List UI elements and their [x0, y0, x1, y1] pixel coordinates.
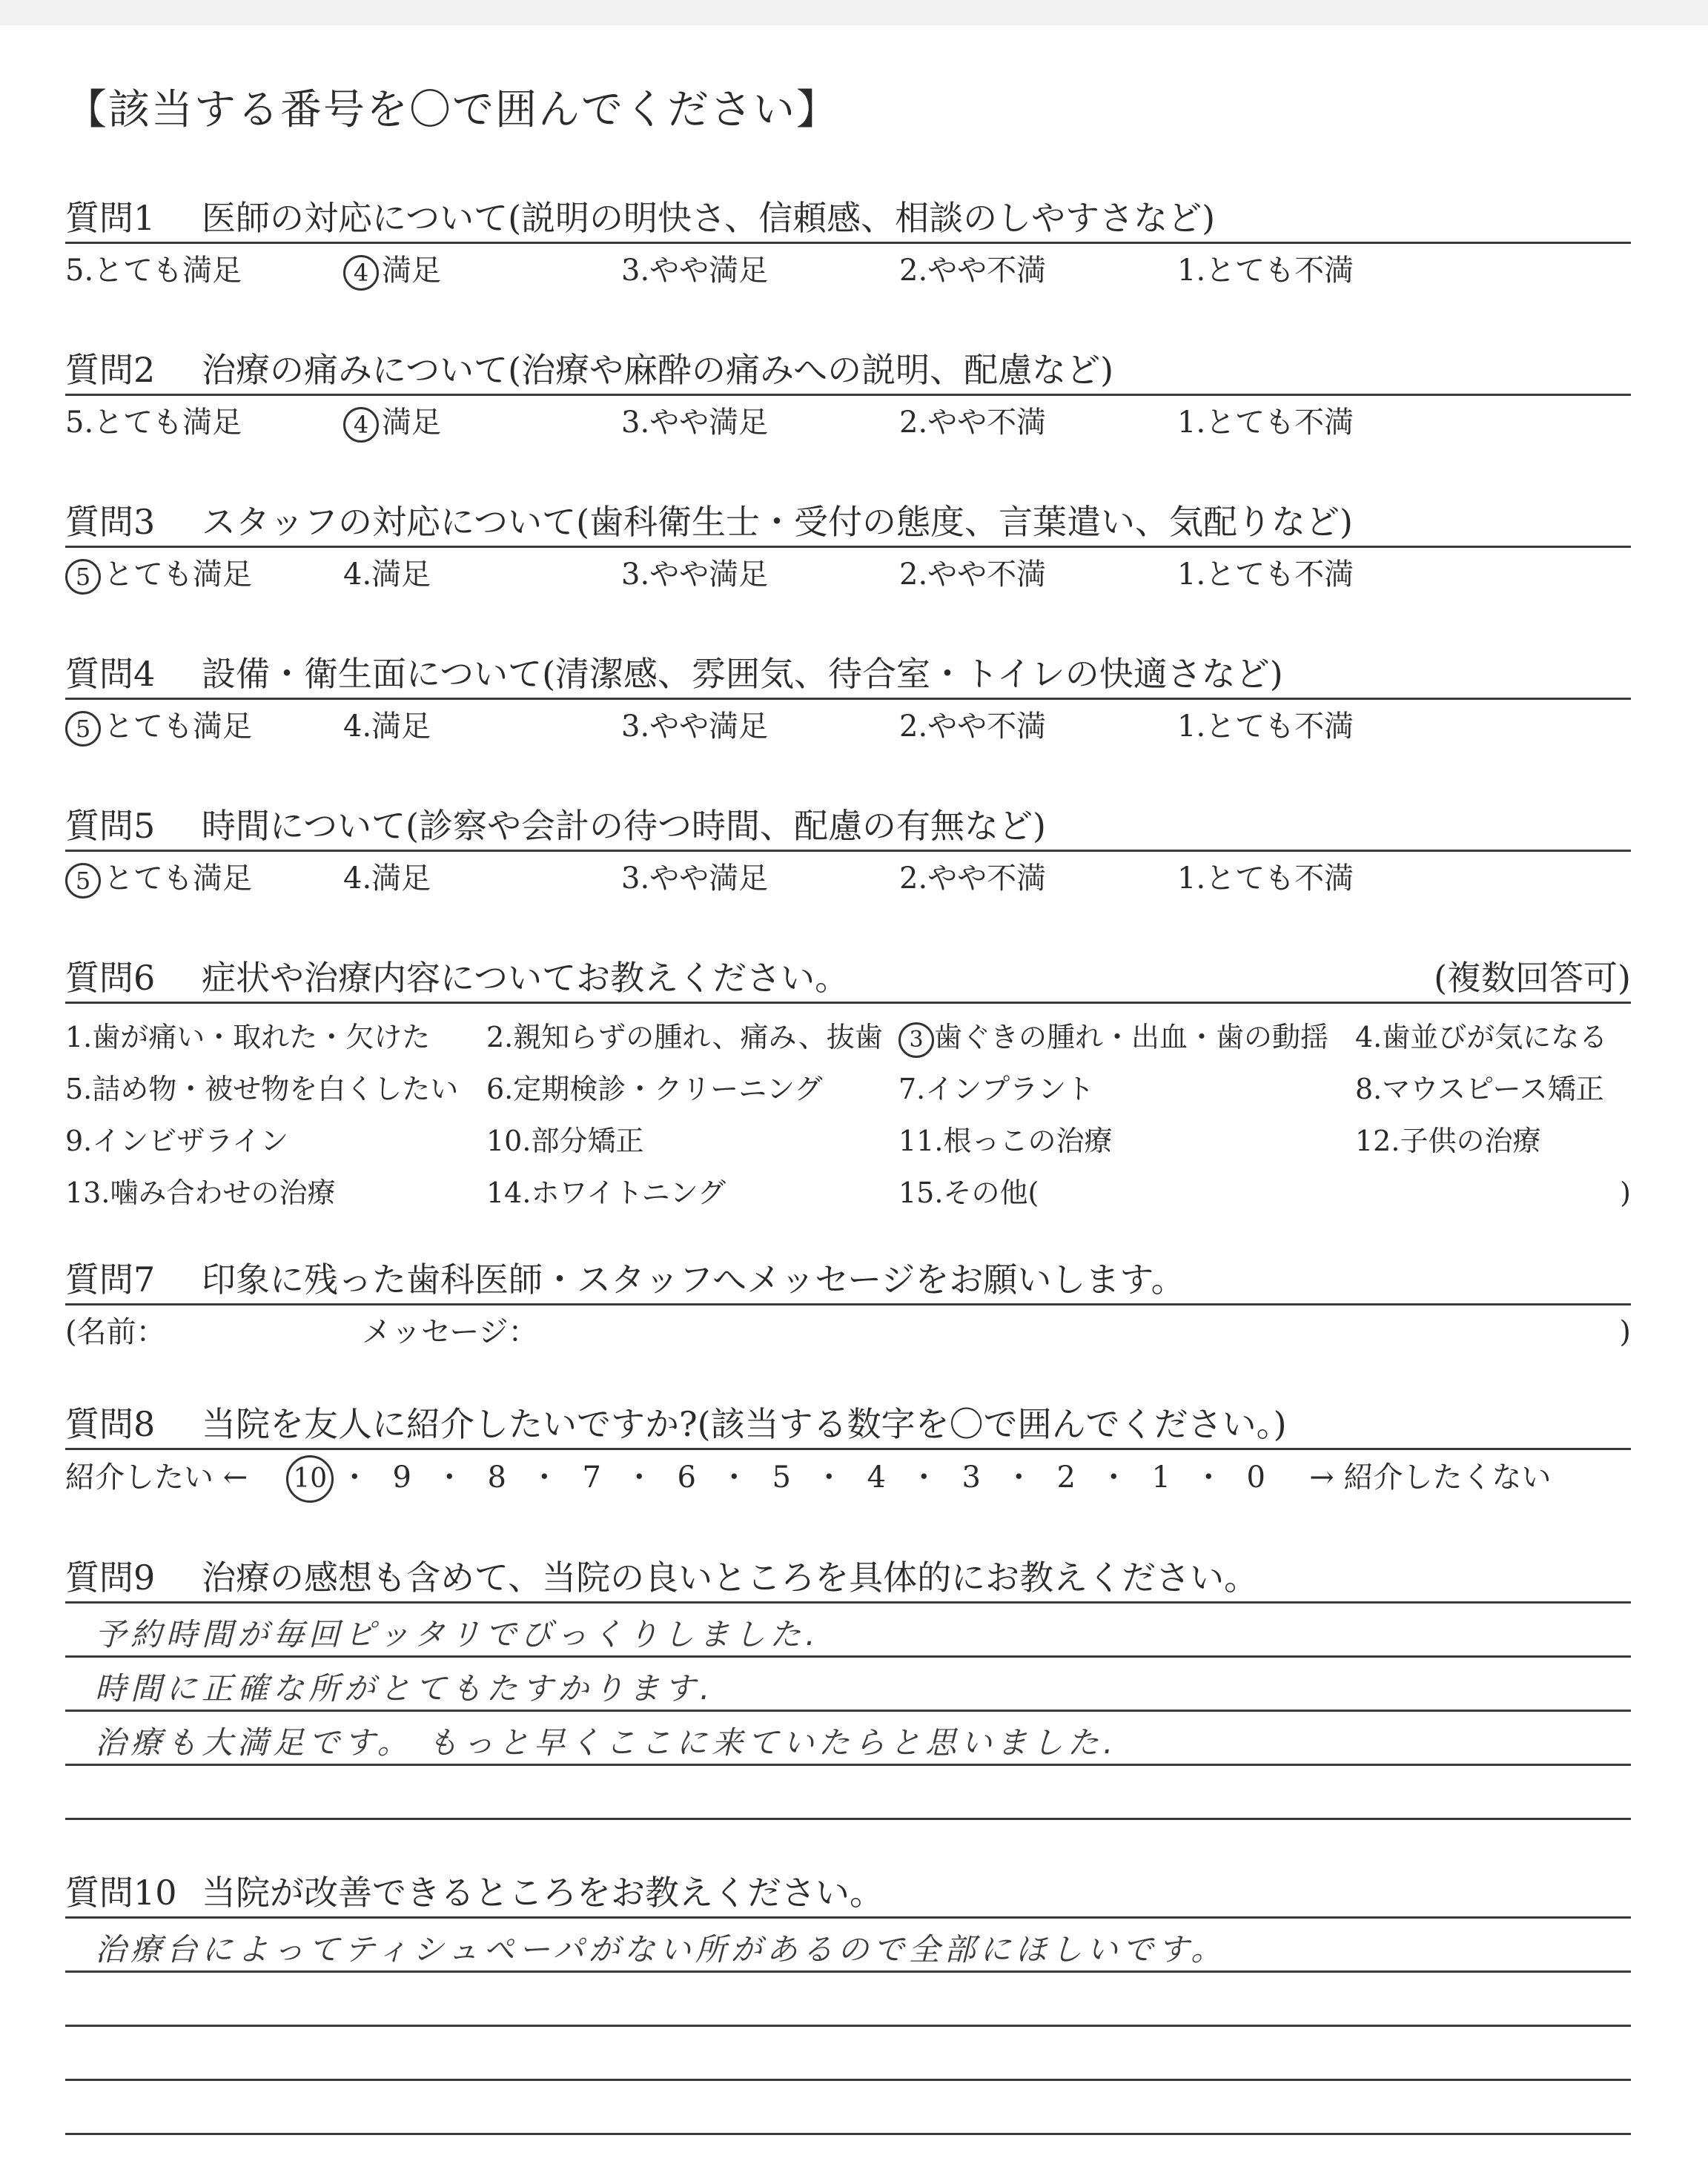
option-number: 1. — [65, 1021, 93, 1053]
symptom-option-7[interactable] — [898, 1063, 1355, 1115]
question-label: 質問3 — [65, 502, 156, 542]
rating-option-1[interactable] — [1177, 396, 1455, 449]
q10-answer-lines[interactable] — [65, 1919, 1631, 2135]
option-number: 8. — [1355, 1073, 1383, 1105]
question-6-title — [65, 954, 1631, 1004]
option-label: 根っこの治療 — [943, 1125, 1113, 1157]
scale-value-1[interactable] — [1140, 1450, 1182, 1505]
option-label: 歯ぐきの腫れ・出血・歯の動揺 — [934, 1021, 1329, 1053]
question-label: 質問10 — [65, 1873, 177, 1913]
rating-option-5[interactable] — [65, 244, 343, 297]
scale-number: 10 — [286, 1455, 334, 1503]
scale-number: 2 — [1056, 1460, 1076, 1495]
scale-number: 7 — [582, 1460, 601, 1495]
symptom-options — [65, 1011, 1631, 1219]
symptom-option-10[interactable] — [486, 1115, 898, 1167]
symptom-option-14[interactable] — [486, 1167, 898, 1219]
answer-line[interactable]: 時間に正確な所がとてもたすかります. — [65, 1658, 1631, 1712]
option-number: 3. — [621, 254, 650, 288]
scale-number: 8 — [487, 1460, 506, 1495]
scale-value-5[interactable] — [761, 1450, 802, 1505]
page-heading: 【該当する番号を〇で囲んでください】 — [65, 86, 839, 134]
survey-page — [65, 74, 1631, 2184]
option-number: 13. — [65, 1177, 110, 1209]
symptom-option-12[interactable] — [1355, 1115, 1631, 1167]
option-label: 定期検診・クリーニング — [513, 1073, 823, 1105]
rating-options — [65, 244, 1631, 297]
option-number: 5. — [65, 254, 94, 288]
option-label: やや満足 — [649, 861, 769, 896]
rating-option-3[interactable] — [621, 548, 899, 601]
option-number: 14. — [486, 1177, 532, 1209]
option-number: 2. — [899, 861, 928, 896]
option-label: インビザライン — [92, 1125, 289, 1157]
scale-value-4[interactable] — [855, 1450, 897, 1505]
question-text: 当院が改善できるところをお教えください。 — [202, 1873, 884, 1913]
answer-line[interactable] — [65, 1973, 1631, 2027]
option-label: とても満足 — [93, 406, 242, 440]
scale-separator: ・ — [340, 1460, 370, 1495]
recommend-right-label: → 紹介したくない — [1309, 1460, 1552, 1495]
option-number: 4. — [343, 861, 372, 896]
option-number: 2. — [486, 1021, 514, 1053]
option-label: やや不満 — [927, 406, 1047, 440]
symptom-option-11[interactable] — [898, 1115, 1355, 1167]
scale-separator: ・ — [909, 1460, 939, 1495]
symptom-option-6[interactable] — [486, 1063, 898, 1115]
option-number: 2. — [899, 254, 928, 288]
rating-option-2[interactable] — [899, 700, 1177, 753]
question-label: 質問6 — [65, 958, 156, 998]
question-text: 印象に残った歯科医師・スタッフへメッセージをお願いします。 — [202, 1260, 1185, 1300]
option-label: とても満足 — [104, 709, 252, 744]
option-label: 満足 — [371, 557, 431, 592]
option-number: 1. — [1177, 557, 1206, 592]
option-label: 歯が痛い・取れた・欠けた — [92, 1021, 431, 1053]
name-label: (名前： — [65, 1315, 166, 1349]
option-number: 9. — [65, 1125, 93, 1157]
question-8-title — [65, 1400, 1631, 1450]
option-label: とても不満 — [1205, 254, 1354, 288]
option-number: 3. — [621, 861, 650, 896]
question-6 — [65, 954, 1631, 1219]
scale-value-10[interactable] — [286, 1450, 328, 1505]
question-5 — [65, 802, 1631, 905]
question-2 — [65, 346, 1631, 449]
scale-number: 6 — [677, 1460, 696, 1495]
option-label: やや満足 — [649, 709, 769, 744]
rating-option-5[interactable] — [65, 548, 343, 601]
option-label: その他( — [943, 1177, 1039, 1209]
option-label: とても満足 — [93, 254, 242, 288]
option-label: やや不満 — [927, 557, 1047, 592]
scan-top-band — [0, 0, 1708, 25]
option-label: とても不満 — [1205, 861, 1354, 896]
question-7 — [65, 1256, 1631, 1356]
question-label: 質問9 — [65, 1558, 156, 1598]
option-number: 4 — [343, 255, 379, 291]
scale-separator: ・ — [814, 1460, 844, 1495]
satisfaction-questions — [65, 194, 1631, 905]
option-number: 4. — [1355, 1021, 1383, 1053]
scale-separator: ・ — [1004, 1460, 1034, 1495]
option-number: 11. — [898, 1125, 944, 1157]
rating-option-4[interactable] — [343, 700, 621, 753]
scale-separator: ・ — [529, 1460, 560, 1495]
rating-option-5[interactable] — [65, 700, 343, 753]
scale-separator: ・ — [1194, 1460, 1224, 1495]
rating-options — [65, 548, 1631, 601]
scale-number: 1 — [1151, 1460, 1171, 1495]
option-number: 2. — [899, 406, 928, 440]
question-4 — [65, 650, 1631, 753]
option-number: 1. — [1177, 406, 1206, 440]
rating-option-4[interactable] — [343, 396, 621, 449]
option-label: 満足 — [382, 254, 441, 288]
answer-line[interactable]: 治療台によってティシュペーパがない所があるので全部にほしいです。 — [65, 1919, 1631, 1973]
symptom-option-9[interactable] — [65, 1115, 486, 1167]
question-text: 症状や治療内容についてお教えください。 — [202, 958, 850, 998]
question-9 — [65, 1554, 1631, 1820]
scale-number: 4 — [867, 1460, 886, 1495]
option-label: やや満足 — [649, 406, 769, 440]
option-label: やや満足 — [649, 557, 769, 592]
option-number: 4. — [343, 557, 372, 592]
rating-option-5[interactable] — [65, 396, 343, 449]
scale-value-2[interactable] — [1045, 1450, 1087, 1505]
question-2-title — [65, 346, 1631, 396]
scale-separator: ・ — [719, 1460, 749, 1495]
symptom-option-1[interactable] — [65, 1011, 486, 1063]
scale-value-3[interactable] — [950, 1450, 992, 1505]
symptom-option-3[interactable] — [898, 1011, 1355, 1063]
rating-options — [65, 852, 1631, 905]
multiple-answers-note: (複数回答可) — [1434, 958, 1631, 998]
rating-option-1[interactable] — [1177, 548, 1455, 601]
rating-option-3[interactable] — [621, 396, 899, 449]
question-label: 質問4 — [65, 654, 156, 694]
option-label: ホワイトニング — [531, 1177, 726, 1209]
option-label: やや不満 — [927, 861, 1047, 896]
question-label: 質問2 — [65, 350, 156, 390]
question-text: 設備・衛生面について(清潔感、雰囲気、待合室・トイレの快適さなど) — [202, 654, 1283, 694]
question-label: 質問1 — [65, 198, 156, 238]
other-close-paren: ) — [1620, 1177, 1631, 1209]
scale-value-9[interactable] — [381, 1450, 423, 1505]
option-number: 2. — [899, 557, 928, 592]
rating-option-3[interactable] — [621, 244, 899, 297]
symptom-option-4[interactable] — [1355, 1011, 1631, 1063]
question-text: 時間について(診察や会計の待つ時間、配慮の有無など) — [202, 806, 1046, 846]
rating-option-3[interactable] — [621, 700, 899, 753]
question-7-title — [65, 1256, 1631, 1306]
recommend-left-label: 紹介したい ← — [65, 1460, 248, 1495]
option-label: とても満足 — [104, 861, 252, 896]
option-number: 5 — [65, 863, 101, 899]
question-1 — [65, 194, 1631, 297]
answer-line[interactable] — [65, 2081, 1631, 2135]
option-number: 4 — [343, 407, 379, 443]
scale-value-7[interactable] — [571, 1450, 612, 1505]
rating-option-2[interactable] — [899, 548, 1177, 601]
q9-answer-lines[interactable] — [65, 1604, 1631, 1820]
option-number: 5. — [65, 406, 94, 440]
option-number: 2. — [899, 709, 928, 744]
option-label: 満足 — [371, 861, 431, 896]
scale-number: 9 — [392, 1460, 411, 1495]
question-9-title — [65, 1554, 1631, 1604]
option-number: 15. — [898, 1177, 944, 1209]
question-text: スタッフの対応について(歯科衛生士・受付の態度、言葉遣い、気配りなど) — [202, 502, 1353, 542]
option-label: 歯並びが気になる — [1382, 1021, 1608, 1053]
question-text: 治療の痛みについて(治療や麻酔の痛みへの説明、配慮など) — [202, 350, 1114, 390]
scale-separator: ・ — [1099, 1460, 1129, 1495]
scale-value-0[interactable] — [1235, 1450, 1277, 1505]
rating-option-4[interactable] — [343, 244, 621, 297]
scale-value-6[interactable] — [666, 1450, 707, 1505]
option-number: 3. — [621, 557, 650, 592]
option-number: 10. — [486, 1125, 532, 1157]
rating-options — [65, 700, 1631, 753]
symptom-option-5[interactable] — [65, 1063, 486, 1115]
option-number: 5. — [65, 1073, 93, 1105]
option-label: 子供の治療 — [1400, 1125, 1541, 1157]
option-label: とても不満 — [1205, 709, 1354, 744]
answer-line[interactable] — [65, 1766, 1631, 1820]
option-number: 5 — [65, 711, 101, 747]
option-label: やや不満 — [927, 709, 1047, 744]
scale-number: 0 — [1246, 1460, 1265, 1495]
rating-option-2[interactable] — [899, 396, 1177, 449]
option-label: マウスピース矯正 — [1382, 1073, 1604, 1105]
question-8 — [65, 1400, 1631, 1505]
question-10 — [65, 1869, 1631, 2135]
option-number: 6. — [486, 1073, 514, 1105]
option-number: 1. — [1177, 861, 1206, 896]
option-label: とても満足 — [104, 557, 252, 592]
question-1-title — [65, 194, 1631, 244]
rating-option-2[interactable] — [899, 852, 1177, 905]
question-10-title — [65, 1869, 1631, 1919]
rating-option-1[interactable] — [1177, 244, 1455, 297]
option-number: 3 — [898, 1022, 934, 1058]
symptom-option-15[interactable] — [898, 1167, 1355, 1219]
option-number: 1. — [1177, 709, 1206, 744]
scale-number: 5 — [772, 1460, 791, 1495]
option-number: 3. — [621, 709, 650, 744]
message-label: メッセージ： — [362, 1315, 538, 1349]
option-number: 4. — [343, 709, 372, 744]
option-number: 12. — [1355, 1125, 1400, 1157]
option-label: やや不満 — [927, 254, 1047, 288]
rating-option-2[interactable] — [899, 244, 1177, 297]
answer-line[interactable] — [65, 2027, 1631, 2081]
option-label: とても不満 — [1205, 557, 1354, 592]
option-number: 7. — [898, 1073, 926, 1105]
rating-options — [65, 396, 1631, 449]
rating-option-1[interactable] — [1177, 852, 1455, 905]
scale-number: 3 — [961, 1460, 981, 1495]
question-4-title — [65, 650, 1631, 700]
option-number: 5 — [65, 559, 101, 595]
question-label: 質問8 — [65, 1404, 156, 1444]
scale-separator: ・ — [624, 1460, 655, 1495]
answer-line[interactable]: 治療も大満足です。 もっと早くここに来ていたらと思いました. — [65, 1712, 1631, 1766]
scale-separator: ・ — [434, 1460, 465, 1495]
rating-option-4[interactable] — [343, 548, 621, 601]
question-5-title — [65, 802, 1631, 852]
option-label: 満足 — [371, 709, 431, 744]
option-label: 部分矯正 — [531, 1125, 644, 1157]
symptom-option-2[interactable] — [486, 1011, 898, 1063]
option-label: 詰め物・被せ物を白くしたい — [92, 1073, 459, 1105]
question-text: 当院を友人に紹介したいですか?(該当する数字を〇で囲んでください。) — [202, 1404, 1287, 1444]
rating-option-5[interactable] — [65, 852, 343, 905]
rating-option-3[interactable] — [621, 852, 899, 905]
option-label: 噛み合わせの治療 — [110, 1177, 336, 1209]
option-label: とても不満 — [1205, 406, 1354, 440]
option-label: インプラント — [925, 1073, 1095, 1105]
symptom-option-8[interactable] — [1355, 1063, 1631, 1115]
question-3 — [65, 498, 1631, 601]
option-label: 親知らずの腫れ、痛み、抜歯 — [513, 1021, 883, 1053]
answer-line[interactable]: 予約時間が毎回ピッタリでびっくりしました. — [65, 1604, 1631, 1658]
question-text: 医師の対応について(説明の明快さ、信頼感、相談のしやすさなど) — [202, 198, 1216, 238]
scale-value-8[interactable] — [476, 1450, 517, 1505]
option-label: 満足 — [382, 406, 441, 440]
question-text: 治療の感想も含めて、当院の良いところを具体的にお教えください。 — [202, 1558, 1259, 1598]
option-label: やや満足 — [649, 254, 769, 288]
message-close-paren: ) — [1619, 1315, 1631, 1349]
option-number: 3. — [621, 406, 650, 440]
rating-option-1[interactable] — [1177, 700, 1455, 753]
symptom-option-13[interactable] — [65, 1167, 486, 1219]
question-label: 質問7 — [65, 1260, 156, 1300]
option-number: 1. — [1177, 254, 1206, 288]
rating-option-4[interactable] — [343, 852, 621, 905]
recommendation-scale — [65, 1450, 1631, 1505]
message-field[interactable] — [65, 1308, 1631, 1356]
question-3-title — [65, 498, 1631, 548]
question-label: 質問5 — [65, 806, 156, 846]
